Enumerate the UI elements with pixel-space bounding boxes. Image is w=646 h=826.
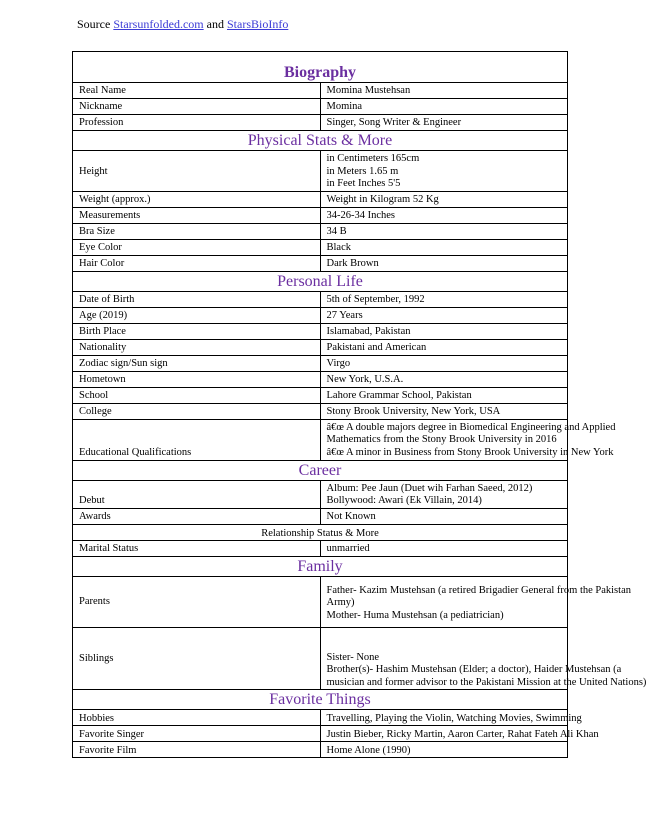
- row-value: Momina: [320, 99, 568, 115]
- table-row: [73, 151, 568, 192]
- row-value: [320, 151, 568, 192]
- row-value: Weight in Kilogram 52 Kg: [320, 191, 568, 207]
- row-value: Home Alone (1990): [320, 742, 568, 758]
- row-label: Awards: [73, 508, 321, 524]
- row-label: Favorite Singer: [73, 726, 321, 742]
- row-label: Weight (approx.): [73, 191, 321, 207]
- row-label: Nickname: [73, 99, 321, 115]
- row-label: Marital Status: [73, 540, 321, 556]
- row-label: Siblings: [73, 627, 321, 690]
- row-label: Parents: [73, 576, 321, 627]
- biography-table: [72, 51, 646, 758]
- row-label: Birth Place: [73, 323, 321, 339]
- value-line: in Centimeters 165cm: [326, 153, 420, 164]
- row-label: Bra Size: [73, 223, 321, 239]
- starsunfolded-link[interactable]: Starsunfolded.com: [113, 17, 204, 31]
- row-value: Lahore Grammar School, Pakistan: [320, 387, 568, 403]
- row-value: Singer, Song Writer & Engineer: [320, 115, 568, 131]
- table-row: [73, 99, 568, 115]
- section-family: [73, 556, 568, 576]
- table-row: [73, 576, 568, 627]
- table-row: [73, 115, 568, 131]
- table-row: [73, 403, 568, 419]
- row-label: Age (2019): [73, 307, 321, 323]
- source-line: [77, 17, 288, 31]
- value-line: in Meters 1.65 m: [326, 165, 399, 177]
- section-biography: [73, 52, 568, 83]
- table-row: [73, 540, 568, 556]
- row-label: School: [73, 387, 321, 403]
- section-relationship: [73, 524, 568, 540]
- row-label: Hair Color: [73, 255, 321, 271]
- row-label: Hobbies: [73, 710, 321, 726]
- row-value: Dark Brown: [320, 255, 568, 271]
- row-value: [320, 627, 646, 690]
- value-line: â€œ A double majors degree in Biomedical Engineering and Applied: [326, 421, 616, 433]
- row-label: Height: [73, 151, 321, 192]
- value-line: in Feet Inches 5'5: [326, 178, 401, 190]
- table-row: [73, 387, 568, 403]
- row-value: [320, 419, 616, 460]
- table-row: [73, 207, 568, 223]
- row-value: New York, U.S.A.: [320, 371, 568, 387]
- table-row: [73, 339, 568, 355]
- row-value: Travelling, Playing the Violin, Watching Movies, Swimming: [320, 710, 568, 726]
- section-title-physical: Physical Stats & More: [73, 131, 568, 151]
- table-row: [73, 726, 568, 742]
- table-row: [73, 223, 568, 239]
- row-label: Date of Birth: [73, 291, 321, 307]
- table-row: [73, 255, 568, 271]
- source-prefix: Source: [77, 17, 114, 31]
- section-title-relationship: Relationship Status & More: [73, 524, 568, 540]
- row-value: [320, 480, 568, 508]
- row-value: 34 B: [320, 223, 568, 239]
- row-label: Favorite Film: [73, 742, 321, 758]
- value-line: Father- Kazim Mustehsan (a retired Brigadier General from the Pakistan: [326, 584, 631, 596]
- section-title-biography: Biography: [73, 52, 568, 83]
- row-value: Momina Mustehsan: [320, 83, 568, 99]
- value-line: Army): [326, 597, 355, 609]
- table-row: [73, 323, 568, 339]
- row-value: Black: [320, 239, 568, 255]
- row-value: 27 Years: [320, 307, 568, 323]
- row-value: 34-26-34 Inches: [320, 207, 568, 223]
- row-value: Islamabad, Pakistan: [320, 323, 568, 339]
- source-joiner: and: [203, 17, 227, 31]
- value-line: â€œ A minor in Business from Stony Brook University in New York: [326, 446, 614, 458]
- value-line: Brother(s)- Hashim Mustehsan (Elder; a doctor), Haider Mustehsan (a: [326, 664, 622, 676]
- value-line: Mathematics from the Stony Brook University in 2016: [326, 434, 557, 446]
- value-line: Album: Pee Jaun (Duet wih Farhan Saeed, 2012): [326, 482, 533, 494]
- table-row: [73, 191, 568, 207]
- row-value: 5th of September, 1992: [320, 291, 568, 307]
- value-line: musician and former advisor to the Pakistani Mission at the United Nations): [326, 676, 646, 688]
- table-row: [73, 291, 568, 307]
- row-value: Stony Brook University, New York, USA: [320, 403, 568, 419]
- row-label: Zodiac sign/Sun sign: [73, 355, 321, 371]
- row-label: Debut: [73, 480, 321, 508]
- row-value: Justin Bieber, Ricky Martin, Aaron Carter, Rahat Fateh Ali Khan: [320, 726, 568, 742]
- table-row: [73, 239, 568, 255]
- section-personal: [73, 271, 568, 291]
- table-row: [73, 480, 568, 508]
- row-label: Measurements: [73, 207, 321, 223]
- section-title-personal: Personal Life: [73, 271, 568, 291]
- section-title-family: Family: [73, 556, 568, 576]
- row-value: Virgo: [320, 355, 568, 371]
- table-row: [73, 355, 568, 371]
- value-line: Sister- None: [326, 651, 380, 663]
- table-row: [73, 742, 568, 758]
- table-row: [73, 371, 568, 387]
- table-row: [73, 83, 568, 99]
- section-physical: [73, 131, 568, 151]
- row-value: Pakistani and American: [320, 339, 568, 355]
- table-row: [73, 508, 568, 524]
- row-value: [320, 576, 631, 627]
- section-title-favorite: Favorite Things: [73, 690, 568, 710]
- row-label: Real Name: [73, 83, 321, 99]
- table-row: [73, 419, 568, 460]
- row-label: Profession: [73, 115, 321, 131]
- value-line: Mother- Huma Mustehsan (a pediatrician): [326, 609, 504, 621]
- row-value: unmarried: [320, 540, 568, 556]
- row-label: Educational Qualifications: [73, 419, 321, 460]
- section-favorite: [73, 690, 568, 710]
- row-label: Hometown: [73, 371, 321, 387]
- starsbioinfo-link[interactable]: StarsBioInfo: [226, 17, 289, 31]
- table-row: [73, 710, 568, 726]
- table-row: [73, 307, 568, 323]
- row-label: College: [73, 403, 321, 419]
- table-row: [73, 627, 568, 690]
- row-label: Eye Color: [73, 239, 321, 255]
- value-line: Bollywood: Awari (Ek Villain, 2014): [326, 495, 482, 507]
- section-title-career: Career: [73, 460, 568, 480]
- row-value: Not Known: [320, 508, 568, 524]
- row-label: Nationality: [73, 339, 321, 355]
- section-career: [73, 460, 568, 480]
